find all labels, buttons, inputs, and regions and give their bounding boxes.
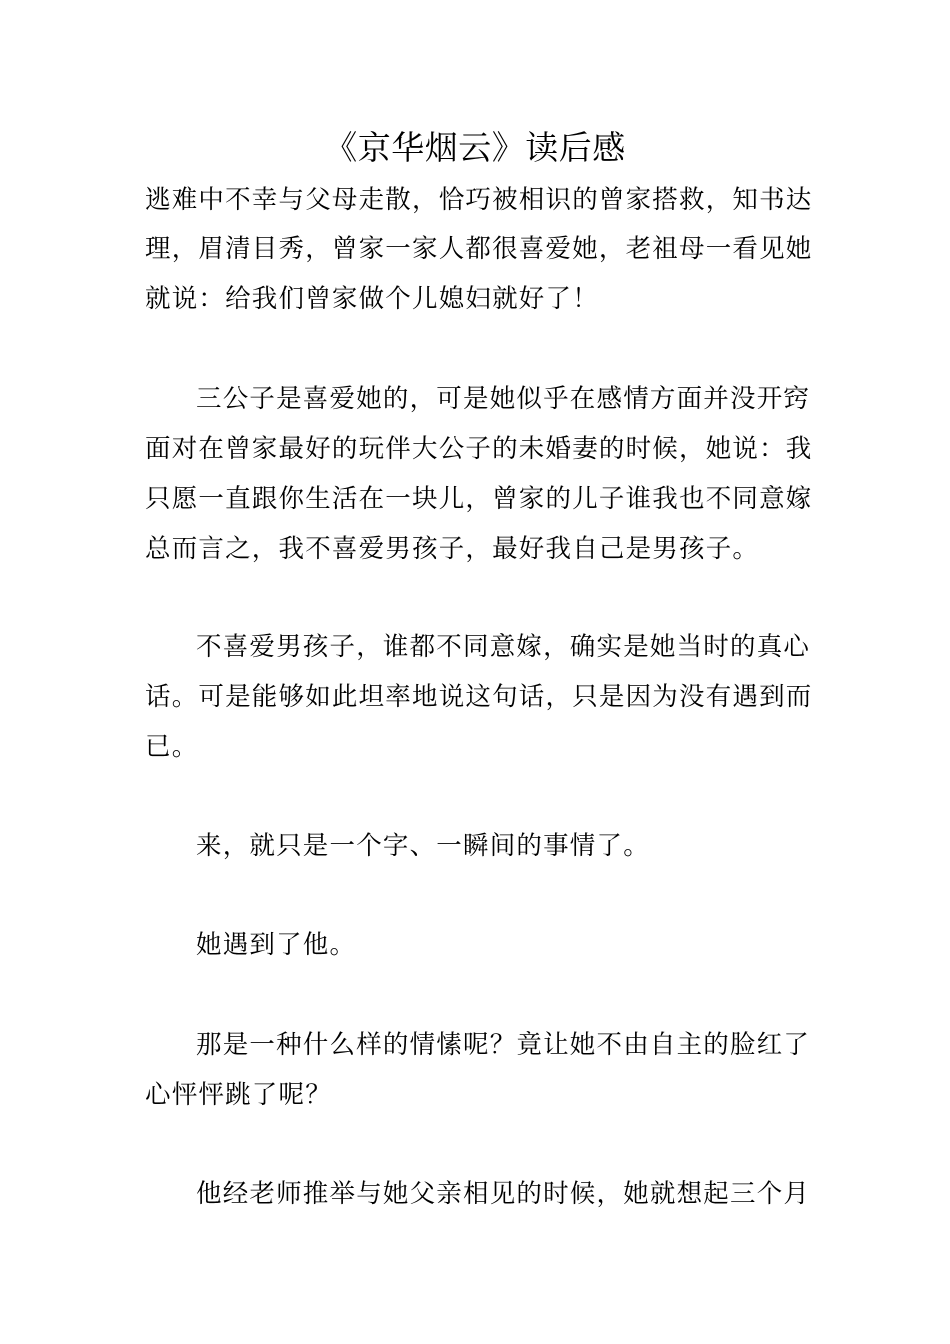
text-line: 逃难中不幸与父母走散，恰巧被相识的曾家搭救，知书达 xyxy=(145,185,813,215)
text-line: 她遇到了他。 xyxy=(196,930,357,960)
text-line: 他经老师推举与她父亲相见的时候，她就想起三个月 xyxy=(196,1179,811,1209)
text-line: 心怦怦跳了呢？ xyxy=(145,1080,332,1110)
document-title: 《京华烟云》读后感 xyxy=(324,128,626,167)
text-line: 不喜爱男孩子，谁都不同意嫁，确实是她当时的真心 xyxy=(196,632,811,662)
text-line: 只愿一直跟你生活在一块儿，曾家的儿子谁我也不同意嫁 xyxy=(145,484,813,514)
text-line: 总而言之，我不喜爱男孩子，最好我自己是男孩子。 xyxy=(145,534,760,564)
text-line: 已。 xyxy=(145,732,199,762)
text-line: 理，眉清目秀，曾家一家人都很喜爱她，老祖母一看见她 xyxy=(145,234,813,264)
text-line: 面对在曾家最好的玩伴大公子的未婚妻的时候，她说：我 xyxy=(145,434,813,464)
text-line: 话。可是能够如此坦率地说这句话，只是因为没有遇到而 xyxy=(145,682,813,712)
text-line: 三公子是喜爱她的，可是她似乎在感情方面并没开窍 xyxy=(196,384,811,414)
text-line: 来，就只是一个字、一瞬间的事情了。 xyxy=(196,831,650,861)
text-line: 就说：给我们曾家做个儿媳妇就好了！ xyxy=(145,284,599,314)
text-line: 那是一种什么样的情愫呢？竟让她不由自主的脸红了 xyxy=(196,1030,811,1060)
